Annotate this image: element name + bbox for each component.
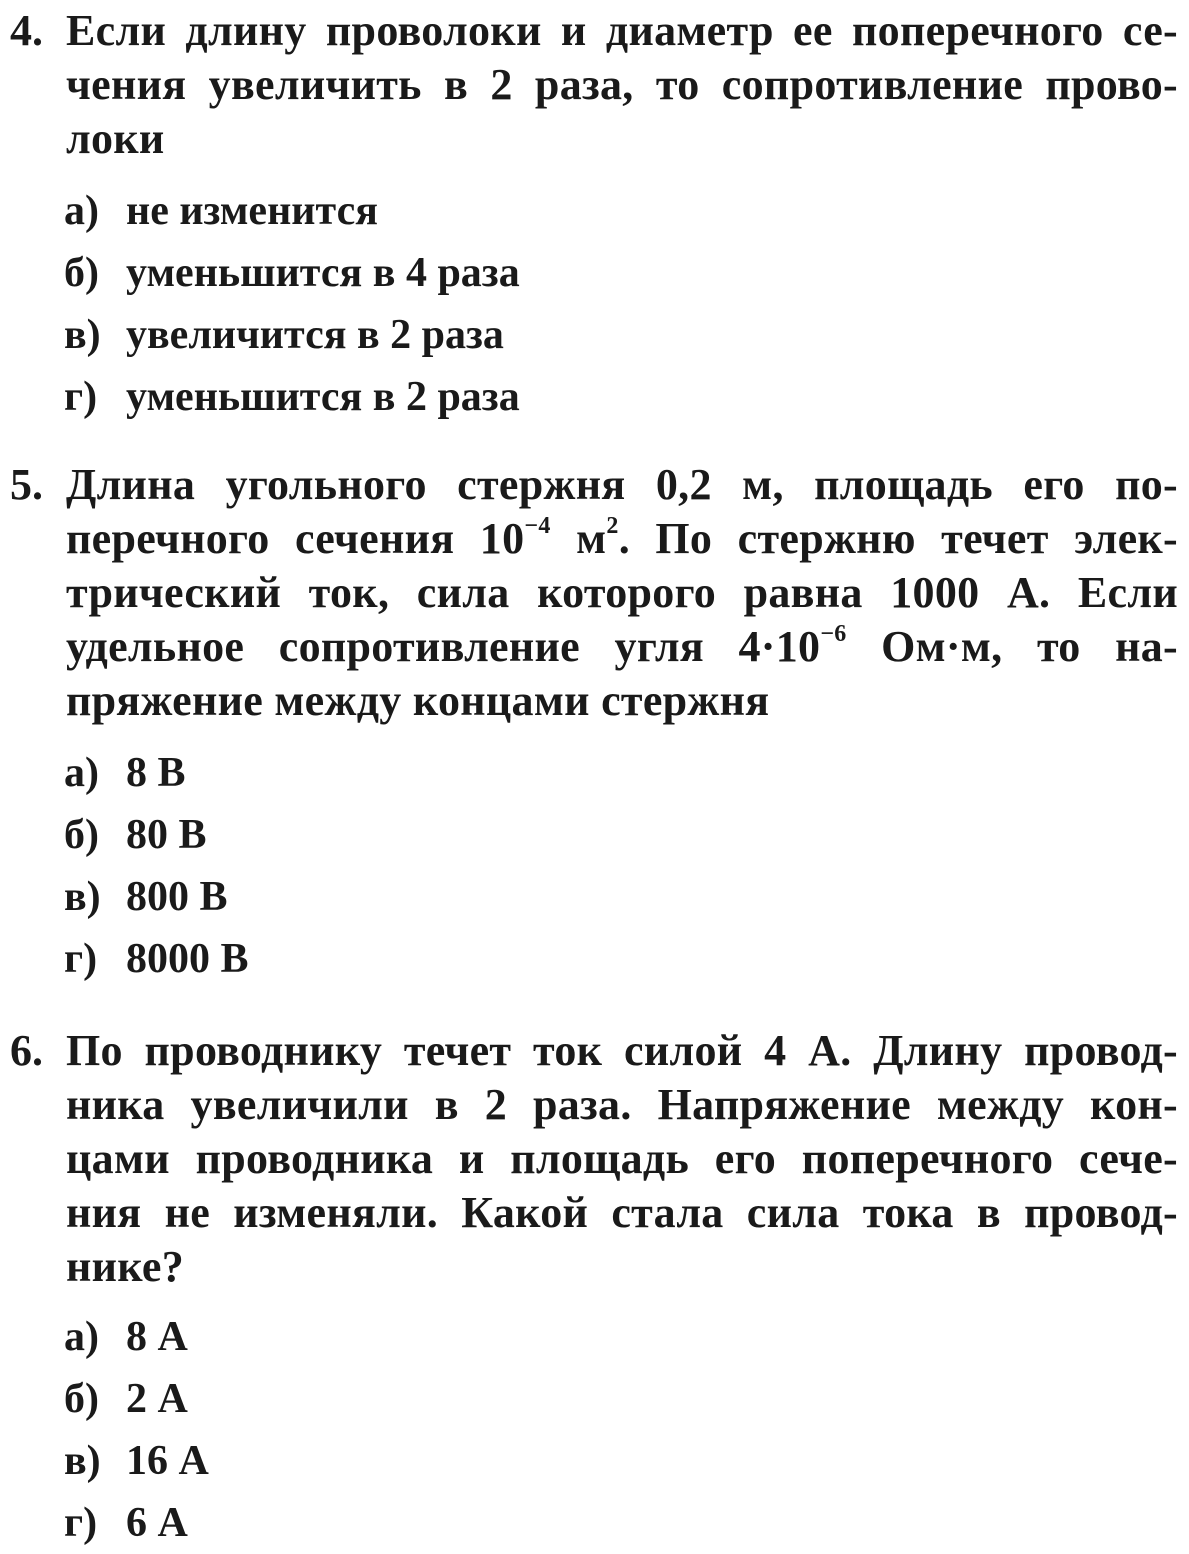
option-letter: в): [64, 874, 101, 920]
option-letter: б): [64, 1376, 99, 1422]
question-line: трический ток, сила которого равна 1000 А. Если: [66, 568, 1178, 617]
answer-option-a[interactable]: [64, 1306, 664, 1368]
option-text: не изменится: [126, 188, 378, 234]
question-text: [66, 458, 1178, 728]
question-number: 4.: [10, 6, 43, 55]
exponent: −6: [820, 621, 847, 648]
question-line: удельное сопротивление угля $4\cdot 10^{-6}$ Ом·м, то на-: [66, 621, 1178, 671]
answer-option-g[interactable]: [64, 366, 664, 428]
answer-option-v[interactable]: [64, 1430, 664, 1492]
question-line: Длина угольного стержня 0,2 м, площадь его по-: [66, 460, 1178, 509]
option-letter: г): [64, 1500, 98, 1546]
answer-option-b[interactable]: [64, 804, 664, 866]
question-line: нике?: [66, 1242, 184, 1291]
exponent: 2: [606, 513, 619, 540]
option-letter: в): [64, 312, 101, 358]
answer-options-5: [64, 742, 664, 990]
question-text: [66, 4, 1178, 166]
option-letter: г): [64, 374, 98, 420]
option-text: увеличится в 2 раза: [126, 312, 504, 358]
option-text: 800 В: [126, 874, 228, 920]
question-line: пряжение между концами стержня: [66, 676, 770, 725]
option-letter: г): [64, 936, 98, 982]
option-letter: а): [64, 188, 99, 234]
option-text: 8 В: [126, 750, 186, 796]
option-letter: в): [64, 1438, 101, 1484]
question-text: [66, 1024, 1178, 1294]
option-text: уменьшится в 2 раза: [126, 374, 520, 420]
option-letter: а): [64, 750, 99, 796]
answer-option-g[interactable]: [64, 1492, 664, 1554]
option-text: уменьшится в 4 раза: [126, 250, 520, 296]
question-line: локи: [66, 114, 165, 163]
answer-option-a[interactable]: [64, 180, 664, 242]
option-text: 8000 В: [126, 936, 249, 982]
question-line: По проводнику течет ток силой 4 А. Длину провод-: [66, 1026, 1178, 1075]
question-number: 5.: [10, 460, 43, 509]
question-line: ника увеличили в 2 раза. Напряжение между кон-: [66, 1080, 1178, 1129]
option-letter: б): [64, 250, 99, 296]
question-line: ния не изменяли. Какой стала сила тока в провод-: [66, 1188, 1178, 1237]
answer-option-a[interactable]: [64, 742, 664, 804]
option-text: 16 А: [126, 1438, 209, 1484]
question-line: чения увеличить в 2 раза, то сопротивление прово-: [66, 60, 1178, 109]
option-text: 2 А: [126, 1376, 188, 1422]
answer-option-b[interactable]: [64, 242, 664, 304]
answer-options-4: [64, 180, 664, 428]
question-line: перечного сечения $10^{-4}$ $м^2$. По стержню течет элек-: [66, 513, 1179, 563]
option-text: 8 А: [126, 1314, 188, 1360]
answer-option-b[interactable]: [64, 1368, 664, 1430]
answer-option-g[interactable]: [64, 928, 664, 990]
option-text: 6 А: [126, 1500, 188, 1546]
answer-option-v[interactable]: [64, 304, 664, 366]
exponent: −4: [524, 513, 551, 540]
question-number: 6.: [10, 1026, 43, 1075]
option-letter: а): [64, 1314, 99, 1360]
answer-options-6: [64, 1306, 664, 1554]
question-line: цами проводника и площадь его поперечного сече-: [66, 1134, 1178, 1183]
option-text: 80 В: [126, 812, 207, 858]
answer-option-v[interactable]: [64, 866, 664, 928]
option-letter: б): [64, 812, 99, 858]
question-line: Если длину проволоки и диаметр ее поперечного се-: [66, 6, 1178, 55]
